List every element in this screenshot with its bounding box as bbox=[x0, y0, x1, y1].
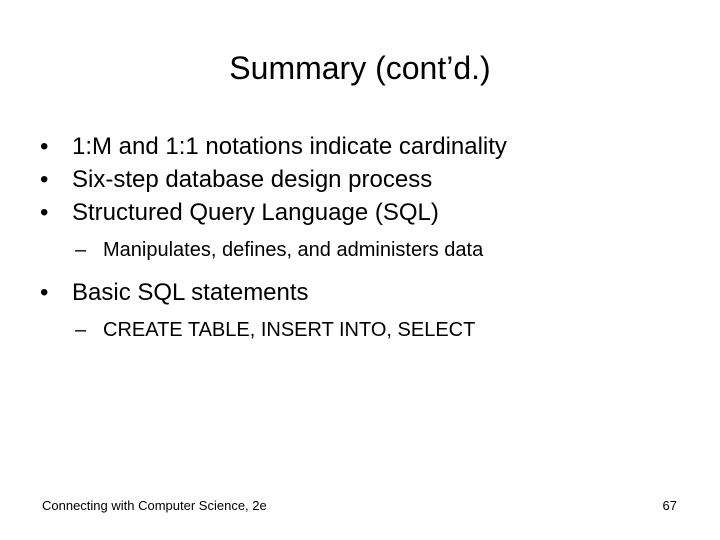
sub-bullet-item-4 bbox=[38, 316, 698, 344]
bullet-text: 1:M and 1:1 notations indicate cardinality bbox=[72, 133, 507, 160]
spacer bbox=[38, 229, 698, 236]
sub-bullet-text: Manipulates, defines, and administers data bbox=[103, 239, 484, 261]
bullet-text: Six-step database design process bbox=[72, 166, 433, 193]
footer-book-title: Connecting with Computer Science, 2e bbox=[42, 498, 267, 513]
slide-title: Summary (cont’d.) bbox=[229, 50, 491, 86]
sub-bullet-marker: – bbox=[75, 239, 87, 261]
bullet-item-4 bbox=[38, 276, 698, 309]
bullet-item-3 bbox=[38, 196, 698, 229]
bullet-marker: • bbox=[40, 279, 49, 306]
sub-bullet-item-3 bbox=[38, 236, 698, 264]
bullet-item-2 bbox=[38, 163, 698, 196]
sub-bullet-text: CREATE TABLE, INSERT INTO, SELECT bbox=[103, 319, 476, 341]
bullet-text: Structured Query Language (SQL) bbox=[72, 199, 439, 226]
bullet-list bbox=[38, 130, 698, 344]
bullet-text: Basic SQL statements bbox=[72, 279, 309, 306]
bullet-marker: • bbox=[40, 199, 49, 226]
bullet-marker: • bbox=[40, 166, 49, 193]
spacer bbox=[38, 309, 698, 316]
spacer bbox=[38, 264, 698, 276]
bullet-item-1 bbox=[38, 130, 698, 163]
sub-bullet-marker: – bbox=[75, 319, 87, 341]
footer-page-number: 67 bbox=[662, 498, 677, 513]
bullet-marker: • bbox=[40, 133, 49, 160]
